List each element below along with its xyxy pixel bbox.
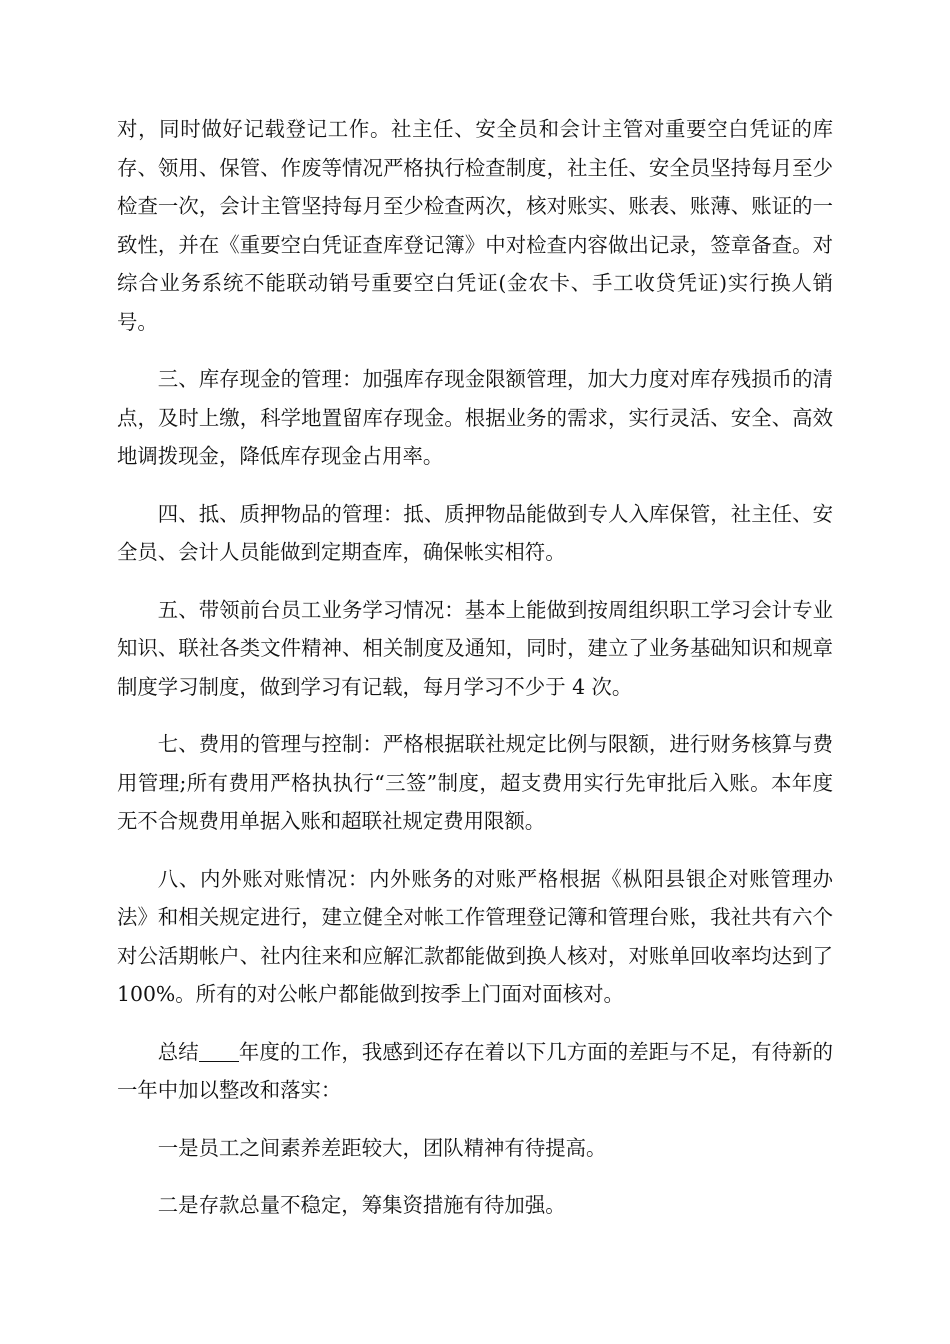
- summary-rest: 年度的工作，我感到还存在着以下几方面的差距与不足，有待新的一年中加以整改和落实：: [117, 1039, 834, 1102]
- summary-lead: 总结: [157, 1039, 199, 1064]
- paragraph-pledge-management: 四、抵、质押物品的管理：抵、质押物品能做到专人入库保管，社主任、安全员、会计人员能做到定期查库，确保帐实相符。: [117, 501, 833, 564]
- paragraph-staff-training: 五、带领前台员工业务学习情况：基本上能做到按周组织职工学习会计专业知识、联社各类文件精神、相关制度及通知，同时，建立了业务基础知识和规章制度学习制度，做到学习有记载，每月学习不少于 4 次。: [117, 597, 833, 699]
- paragraph-summary: [117, 1033, 833, 1110]
- year-blank-underline: [199, 1041, 239, 1062]
- paragraph-expense-control: 七、费用的管理与控制：严格根据联社规定比例与限额，进行财务核算与费用管理;所有费用严格执执行“三签”制度，超支费用实行先审批后入账。本年度无不合规费用单据入账和超联社规定费用限额。: [117, 732, 833, 833]
- list-item-team-spirit: 一是员工之间素养差距较大，团队精神有待提高。: [157, 1135, 607, 1160]
- paragraph-continuation: 对，同时做好记载登记工作。社主任、安全员和会计主管对重要空白凭证的库存、领用、保管、作废等情况严格执行检查制度，社主任、安全员坚持每月至少检查一次，会计主管坚持每月至少检查两次，核对账实、账表、账薄、账证的一致性，并在《重要空白凭证查库登记簿》中对检查内容做出记录，签章备查。对综合业务系统不能联动销号重要空白凭证(金农卡、手工收贷凭证)实行换人销号。: [117, 117, 833, 334]
- list-item-deposits: 二是存款总量不稳定，筹集资措施有待加强。: [157, 1193, 566, 1217]
- paragraph-account-reconciliation: 八、内外账对账情况：内外账务的对账严格根据《枞阳县银企对账管理办法》和相关规定进行，建立健全对帐工作管理登记簿和管理台账，我社共有六个对公活期帐户、社内往来和应解汇款都能做到换人核对，对账单回收率均达到了 100%。所有的对公帐户都能做到按季上门面对面核对。: [117, 866, 833, 1006]
- paragraph-cash-management: 三、库存现金的管理：加强库存现金限额管理，加大力度对库存残损币的清点，及时上缴，科学地置留库存现金。根据业务的需求，实行灵活、安全、高效地调拨现金，降低库存现金占用率。: [117, 367, 833, 468]
- document-body: [117, 110, 833, 1244]
